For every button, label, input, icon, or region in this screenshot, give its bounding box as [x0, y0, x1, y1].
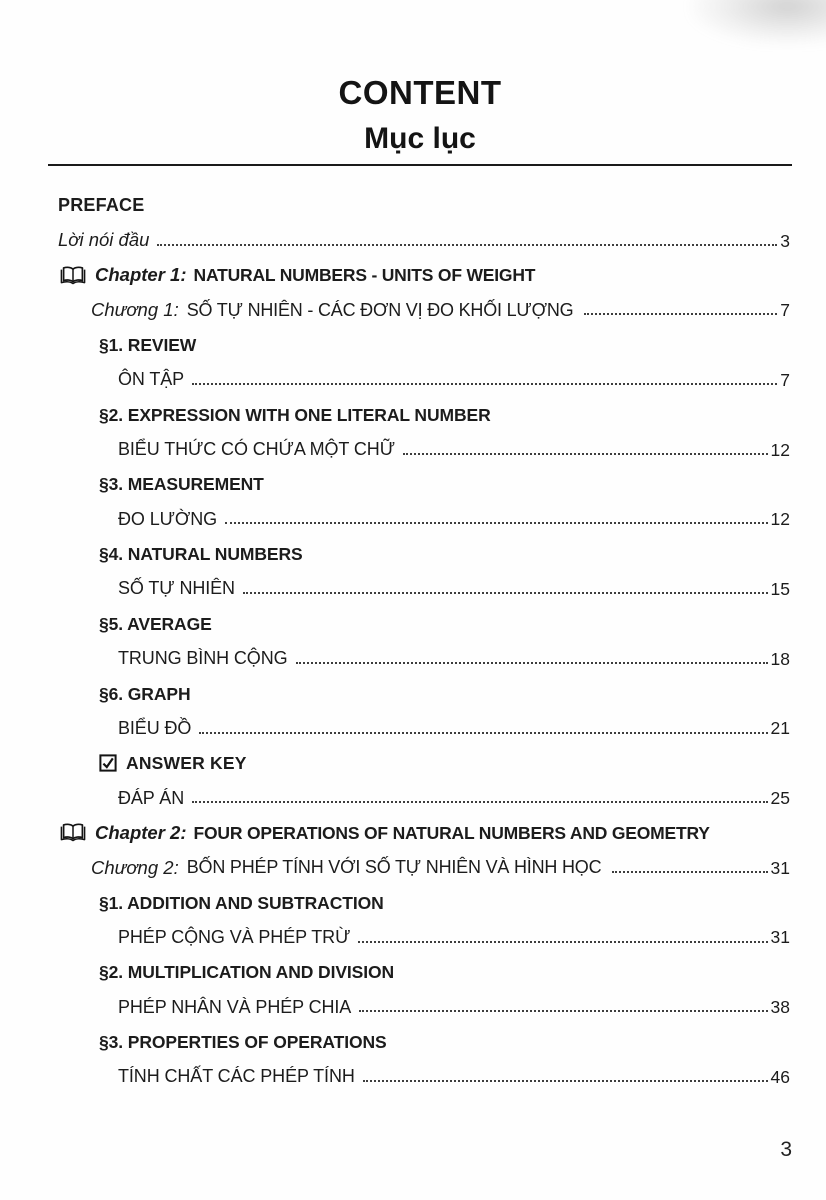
entry-page-number: 15 [770, 579, 790, 599]
toc-row-sub [58, 425, 790, 460]
entry-label: TRUNG BÌNH CỘNG [118, 648, 288, 669]
entry-label: BIỂU ĐỒ [118, 717, 192, 738]
toc-row-sub [58, 355, 790, 390]
section-heading: §3. MEASUREMENT [99, 474, 264, 495]
toc-row-section [58, 390, 790, 425]
chapter-title: FOUR OPERATIONS OF NATURAL NUMBERS AND GEOMETRY [193, 822, 710, 843]
table-of-contents [58, 181, 790, 1087]
title-underline [48, 164, 792, 166]
toc-row-sub [58, 564, 790, 599]
dot-leader [243, 592, 768, 594]
entry-label: SỐ TỰ NHIÊN - CÁC ĐƠN VỊ ĐO KHỐI LƯỢNG [186, 299, 574, 320]
entry-label: ĐÁP ÁN [118, 787, 185, 808]
page-title-vietnamese: Mục lục [364, 122, 476, 155]
entry-page-number: 12 [770, 509, 790, 530]
entry-label: BỐN PHÉP TÍNH VỚI SỐ TỰ NHIÊN VÀ HÌNH HỌC [186, 857, 602, 878]
toc-row-chapter-1-vi [58, 286, 790, 321]
dot-leader [199, 732, 767, 734]
entry-page-number: 7 [780, 369, 790, 390]
toc-row-section [58, 669, 790, 704]
entry-label: TÍNH CHẤT CÁC PHÉP TÍNH [118, 1066, 355, 1087]
toc-row-section [58, 460, 790, 495]
toc-row-section [58, 1017, 790, 1052]
dot-leader [358, 941, 767, 943]
section-heading: §3. PROPERTIES OF OPERATIONS [99, 1031, 387, 1052]
toc-row-sub [58, 704, 790, 739]
entry-page-number: 25 [770, 788, 790, 809]
scan-smudge-artifact [690, 0, 826, 45]
chapter-number-vi: Chương 2: [91, 856, 179, 878]
entry-label: PHÉP CỘNG VÀ PHÉP TRỪ [118, 926, 351, 947]
open-book-icon [60, 265, 86, 285]
toc-row-section [58, 878, 790, 913]
entry-label: PHÉP NHÂN VÀ PHÉP CHIA [118, 996, 352, 1017]
toc-row-sub [58, 1052, 790, 1087]
entry-page-number: 31 [770, 857, 790, 878]
dot-leader [157, 244, 777, 246]
open-book-icon [60, 822, 86, 842]
entry-page-number: 7 [780, 300, 790, 321]
entry-label: ÔN TẬP [118, 369, 185, 390]
toc-row-sub [58, 495, 790, 530]
section-heading: §6. GRAPH [99, 683, 191, 704]
checkbox-checked-icon [99, 754, 117, 772]
section-heading: §2. EXPRESSION WITH ONE LITERAL NUMBER [99, 404, 491, 425]
entry-label: SỐ TỰ NHIÊN [118, 578, 235, 599]
chapter-number-vi: Chương 1: [91, 299, 179, 321]
entry-page-number: 18 [770, 648, 790, 669]
preface-heading: PREFACE [58, 195, 145, 216]
toc-row-section [58, 948, 790, 983]
toc-row-chapter-1 [58, 251, 790, 286]
toc-row-section [58, 320, 790, 355]
entry-label: ĐO LƯỜNG [118, 508, 218, 529]
section-heading: §2. MULTIPLICATION AND DIVISION [99, 962, 395, 983]
chapter-title: NATURAL NUMBERS - UNITS OF WEIGHT [193, 265, 536, 286]
section-heading: §5. AVERAGE [99, 613, 212, 634]
toc-row-sub [58, 982, 790, 1017]
toc-row-sub [58, 913, 790, 948]
section-heading: §1. ADDITION AND SUBTRACTION [99, 892, 384, 913]
entry-page-number: 46 [770, 1066, 790, 1087]
entry-label: BIỂU THỨC CÓ CHỨA MỘT CHỮ [118, 439, 395, 460]
toc-row-sub [58, 773, 790, 808]
chapter-number: Chapter 1: [95, 264, 187, 286]
dot-leader [403, 453, 768, 455]
folio-page-number: 3 [780, 1138, 792, 1161]
dot-leader [363, 1080, 768, 1082]
entry-page-number: 3 [780, 230, 790, 251]
dot-leader [584, 313, 777, 315]
chapter-number: Chapter 2: [95, 821, 187, 843]
dot-leader [612, 871, 767, 873]
entry-page-number: 31 [770, 927, 790, 948]
dot-leader [359, 1010, 767, 1012]
section-heading: §4. NATURAL NUMBERS [99, 544, 303, 565]
dot-leader [192, 383, 777, 385]
toc-row-preface-vi [58, 216, 790, 251]
toc-row-section [58, 599, 790, 634]
toc-row-section [58, 529, 790, 564]
toc-row-sub [58, 634, 790, 669]
entry-page-number: 38 [770, 997, 790, 1018]
toc-row-answer-key [58, 739, 790, 774]
dot-leader [296, 662, 768, 664]
toc-row-chapter-2-vi [58, 843, 790, 878]
section-heading: §1. REVIEW [99, 335, 197, 356]
dot-leader [192, 801, 767, 803]
entry-label: Lời nói đầu [58, 229, 150, 251]
page-title-english: CONTENT [338, 74, 502, 111]
entry-page-number: 21 [770, 718, 790, 739]
answer-key-heading: ANSWER KEY [126, 753, 247, 774]
entry-page-number: 12 [770, 439, 790, 460]
toc-row-chapter-2 [58, 808, 790, 843]
toc-row-preface [58, 181, 790, 216]
dot-leader [225, 522, 768, 524]
